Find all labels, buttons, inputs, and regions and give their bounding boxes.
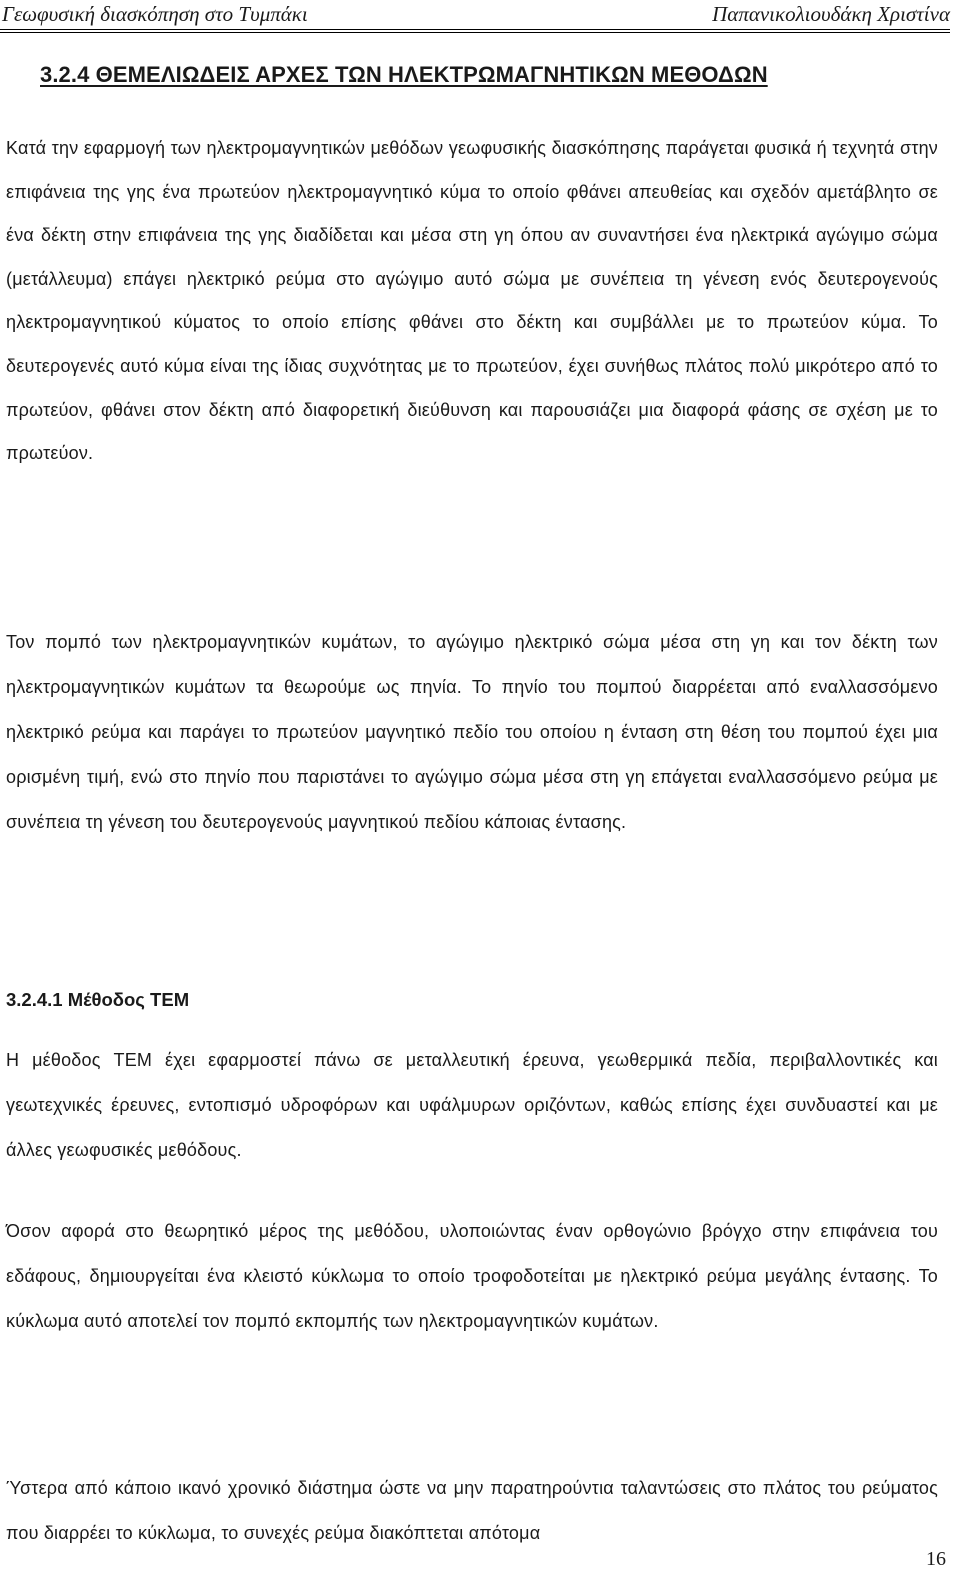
header-document-title: Γεωφυσική διασκόπηση στο Τυμπάκι	[2, 2, 308, 26]
page-number: 16	[926, 1548, 946, 1570]
page-header	[0, 0, 950, 28]
paragraph-current-interruption: Ύστερα από κάποιο ικανό χρονικό διάστημα ώστε να μην παρατηρούντια ταλαντώσεις στο πλάτος του ρεύματος που διαρρέει το κύκλωμα, το συνεχές ρεύμα διακόπτεται απότομα	[6, 1478, 938, 1543]
paragraph-coils: Τον πομπό των ηλεκτρομαγνητικών κυμάτων, το αγώγιμο ηλεκτρικό σώμα μέσα στη γη και τον δέκτη των ηλεκτρομαγνητικών κυμάτων τα θεωρούμε ως πηνία. Το πηνίο του πομπού διαρρέεται από εναλλασσόμενο ηλεκτρικό ρεύμα και παράγει το πρωτεύον μαγνητικό πεδίο του οποίου η ένταση στη θέση του πομπού έχει μια ορισμένη τιμή, ενώ στο πηνίο που παριστάνει το αγώγιμο σώμα μέσα στη γη επάγεται εναλλασσόμενο ρεύμα με συνέπεια τη γένεση του δευτερογενούς μαγνητικού πεδίου κάποιας έντασης.	[6, 632, 938, 832]
paragraph-tem-theory: Όσον αφορά στο θεωρητικό μέρος της μεθόδου, υλοποιώντας έναν ορθογώνιο βρόγχο στην επιφάνεια του εδάφους, δημιουργείται ένα κλειστό κύκλωμα το οποίο τροφοδοτείται με ηλεκτρικό ρεύμα μεγάλης έντασης. Το κύκλωμα αυτό αποτελεί τον πομπό εκπομπής των ηλεκτρομαγνητικών κυμάτων.	[6, 1221, 938, 1331]
header-author: Παπανικολιουδάκη Χριστίνα	[712, 2, 950, 26]
header-rule-top	[0, 29, 950, 30]
header-rule-bottom	[0, 32, 950, 33]
section-title: 3.2.4 ΘΕΜΕΛΙΩΔΕΙΣ ΑΡΧΕΣ ΤΩΝ ΗΛΕΚΤΡΩΜΑΓΝΗΤΙΚΩΝ ΜΕΘΟΔΩΝ	[40, 62, 768, 87]
paragraph-em-principles: Κατά την εφαρμογή των ηλεκτρομαγνητικών μεθόδων γεωφυσικής διασκόπησης παράγεται φυσικά ή τεχνητά στην επιφάνεια της γης ένα πρωτεύον ηλεκτρομαγνητικό κύμα το οποίο φθάνει απευθείας και σχεδόν αμετάβλητο σε ένα δέκτη στην επιφάνεια της γης διαδίδεται και μέσα στη γη όπου αν συναντήσει ένα ηλεκτρικά αγώγιμο σώμα (μετάλλευμα) επάγει ηλεκτρικό ρεύμα στο αγώγιμο αυτό σώμα με συνέπεια τη γένεση ενός δευτερογενούς ηλεκτρομαγνητικού κύματος το οποίο επίσης φθάνει στο δέκτη και συμβάλλει με το πρωτεύον κύμα. Το δευτερογενές αυτό κύμα είναι της ίδιας συχνότητας με το πρωτεύον, έχει συνήθως πλάτος πολύ μικρότερο από το πρωτεύον, φθάνει στον δέκτη από διαφορετική διεύθυνση και παρουσιάζει μια διαφορά φάσης σε σχέση με το πρωτεύον.	[6, 138, 938, 464]
paragraph-tem-applications: Η μέθοδος TEM έχει εφαρμοστεί πάνω σε μεταλλευτική έρευνα, γεωθερμικά πεδία, περιβαλλοντικές και γεωτεχνικές έρευνες, εντοπισμό υδροφόρων και υφάλμυρων οριζόντων, καθώς επίσης έχει συνδυαστεί και με άλλες γεωφυσικές μεθόδους.	[6, 1050, 938, 1160]
subsection-title: 3.2.4.1 Μέθοδος TEM	[6, 989, 190, 1010]
